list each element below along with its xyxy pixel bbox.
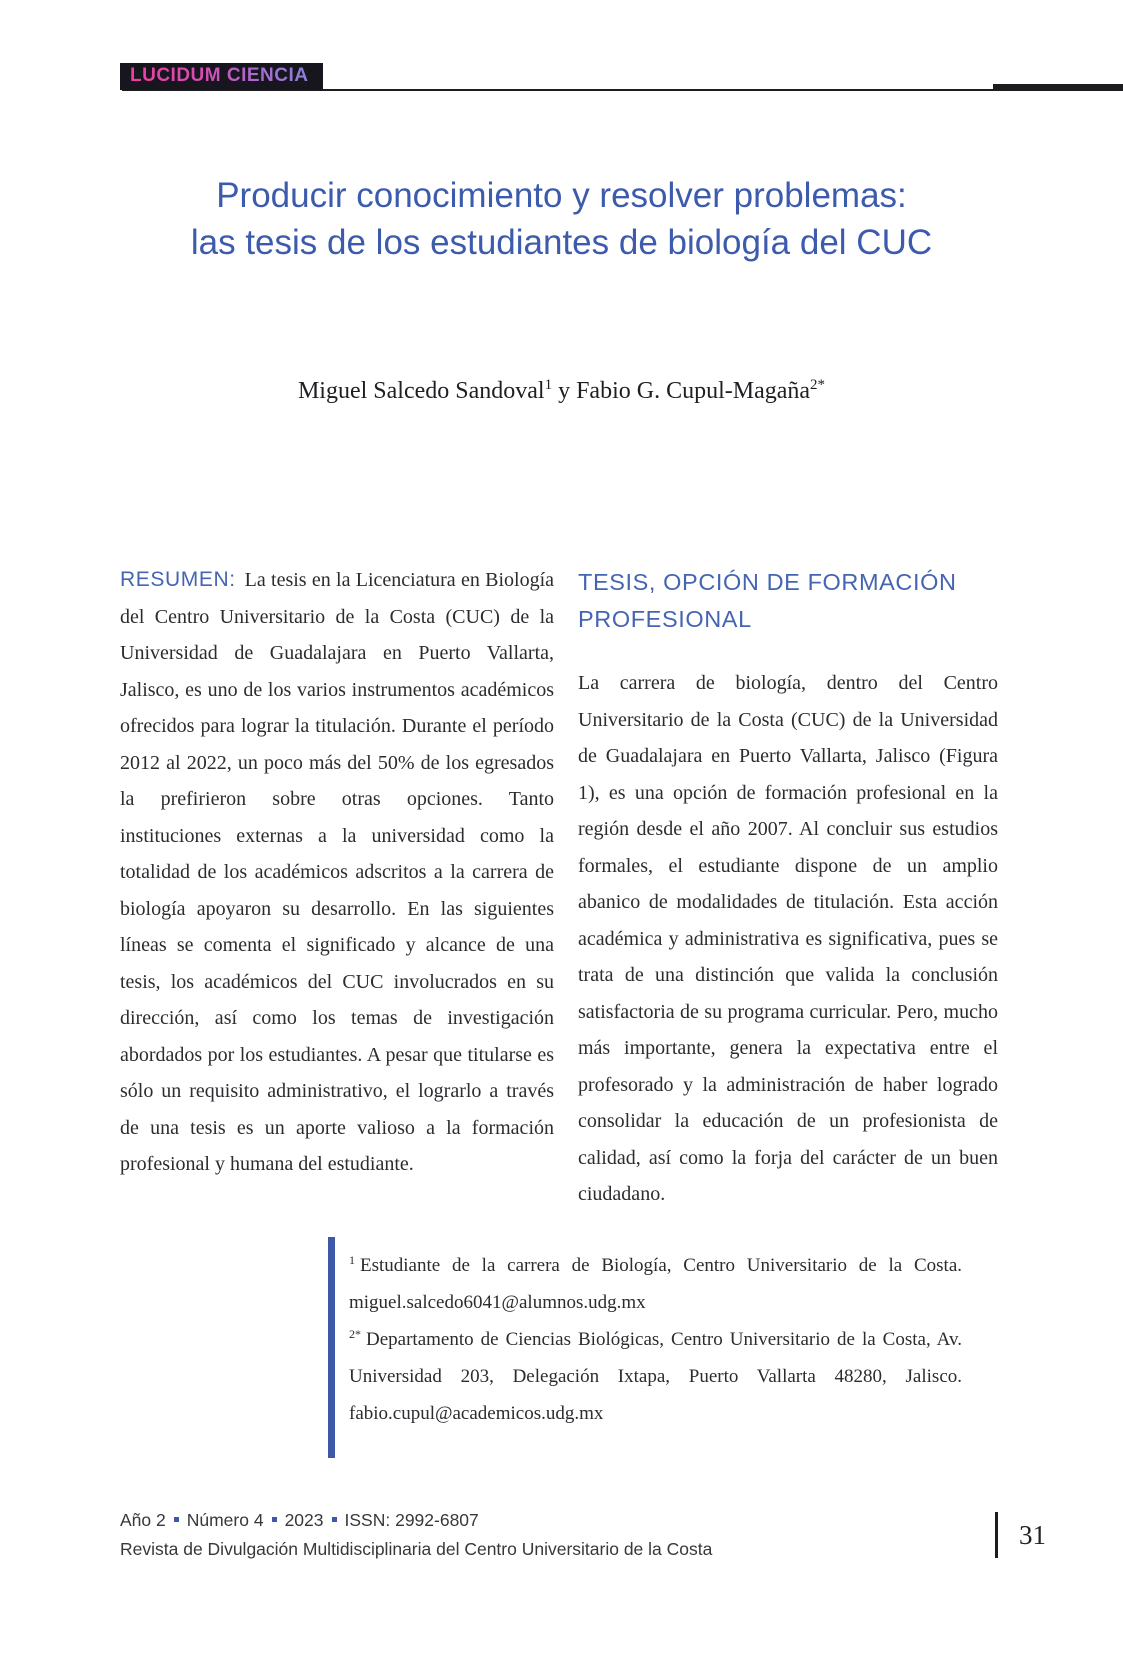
separator-square-icon (272, 1517, 277, 1522)
article-title-line-1: Producir conocimiento y resolver problemas: (216, 176, 907, 215)
footnotes-block (328, 1237, 962, 1458)
footnote-2-text: Departamento de Ciencias Biológicas, Centro Universitario de la Costa, Av. Universidad 203, Delegación Ixtapa, Puerto Vallarta 48280, Jalisco. fabio.cupul@academicos.udg.mx (349, 1329, 962, 1424)
footer-number: Número 4 (186, 1510, 264, 1530)
abstract-label: RESUMEN: (120, 568, 236, 591)
abstract-column (120, 562, 554, 1213)
section-column (578, 562, 998, 1213)
masthead-badge (120, 63, 323, 90)
article-title (0, 172, 1123, 266)
authors-line (0, 378, 1123, 405)
abstract-paragraph (120, 562, 554, 1183)
masthead-label: LUCIDUM CIENCIA (130, 65, 309, 86)
page-number-bar (995, 1512, 998, 1558)
author-name-1: Miguel Salcedo Sandoval (297, 378, 545, 404)
masthead-rule-thick (993, 84, 1123, 91)
article-title-line-2: las tesis de los estudiantes de biología del CUC (190, 223, 933, 262)
separator-square-icon (332, 1517, 337, 1522)
page-number-block (995, 1512, 1046, 1558)
footer-date: 2023 (284, 1510, 324, 1530)
footer-issue-line (120, 1506, 712, 1535)
body-columns (120, 562, 998, 1213)
abstract-text: La tesis en la Licenciatura en Biología del Centro Universitario de la Costa (CUC) de la Universidad de Guadalajara en Puerto Vallarta, Jalisco, es uno de los varios instrumentos académicos ofrecidos para lograr la titulación. Durante el período 2012 al 2022, un poco más del 50% de los egresados la prefirieron sobre otras opciones. Tanto instituciones externas a la universidad como la totalidad de los académicos adscritos a la carrera de biología apoyaron su desarrollo. En las siguientes líneas se comenta el significado y alcance de una tesis, los académicos del CUC involucrados en su dirección, así como los temas de investigación abordados por los estudiantes. A pesar que titularse es sólo un requisito administrativo, el lograrlo a través de una tesis es un aporte valioso a la formación profesional y humana del estudiante. (120, 569, 554, 1175)
footnote-1-text: Estudiante de la carrera de Biología, Centro Universitario de la Costa. miguel.salcedo6041@alumnos.udg.mx (349, 1255, 962, 1313)
author-superscript-2: 2* (810, 377, 826, 393)
footer-year: Año 2 (120, 1510, 166, 1530)
footer-issn: ISSN: 2992-6807 (344, 1510, 479, 1530)
footnote-2 (349, 1321, 962, 1432)
footnote-1-marker: 1 (349, 1252, 355, 1267)
separator-square-icon (174, 1517, 179, 1522)
footer-meta (120, 1506, 712, 1564)
section-heading: TESIS, OPCIÓN DE FORMACIÓN PROFESIONAL (578, 569, 957, 632)
section-paragraph: La carrera de biología, dentro del Centro Universitario de la Costa (CUC) de la Universidad de Guadalajara en Puerto Vallarta, Jalisco (Figura 1), es una opción de formación profesional en la región desde el año 2007. Al concluir sus estudios formales, el estudiante dispone de un amplio abanico de modalidades de titulación. Esta acción académica y administrativa es significativa, pues se trata de una distinción que valida la conclusión satisfactoria de su programa curricular. Pero, mucho más importante, genera la expectativa entre el profesorado y la administración de haber logrado consolidar la educación de un profesionista de calidad, así como la forja del carácter de un buen ciudadano. (578, 672, 998, 1205)
page-number: 31 (1019, 1519, 1046, 1550)
footer-journal-name: Revista de Divulgación Multidisciplinaria del Centro Universitario de la Costa (120, 1539, 713, 1559)
author-superscript-1: 1 (544, 377, 553, 393)
footnote-2-marker: 2* (349, 1326, 361, 1341)
authors-connector: y (552, 378, 577, 404)
footnote-1 (349, 1247, 962, 1321)
author-name-2: Fabio G. Cupul-Magaña (576, 378, 811, 404)
